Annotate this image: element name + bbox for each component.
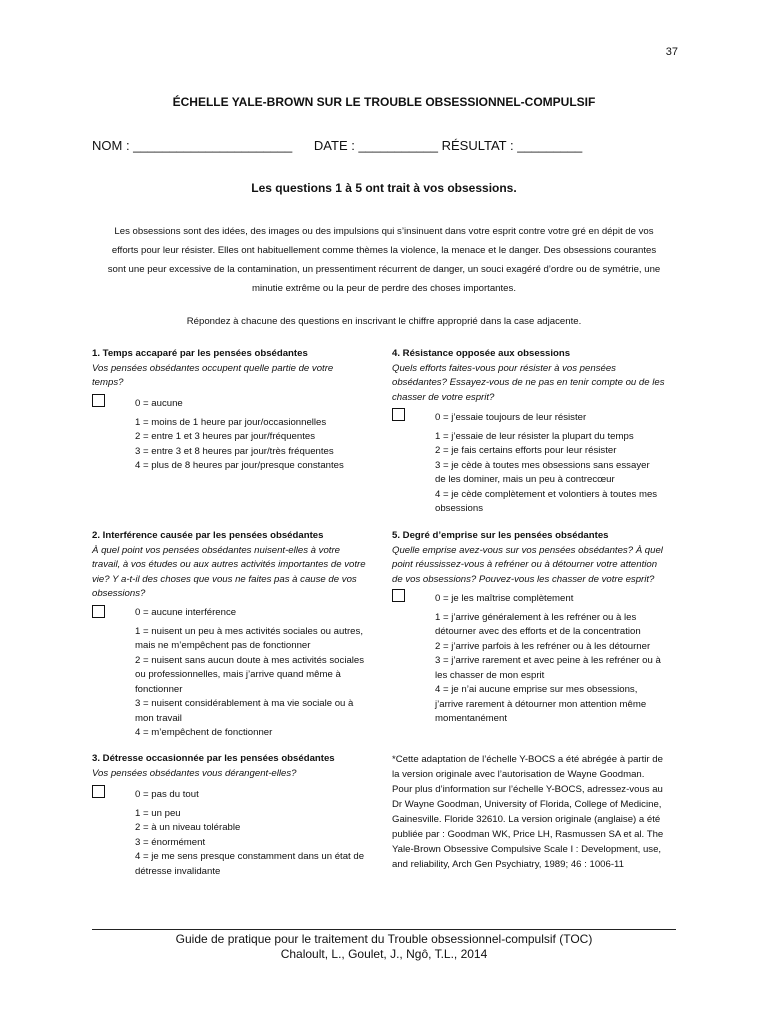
question-subtitle: obsessions? xyxy=(92,588,146,599)
question-title: 1. Temps accaparé par les pensées obsédantes xyxy=(92,348,308,359)
question-3 xyxy=(92,752,382,781)
question-subtitle: Quels efforts faites-vous pour résister à vos pensées xyxy=(392,362,616,374)
header-fields xyxy=(92,138,582,153)
option: 1 = moins de 1 heure par jour/occasionnelles xyxy=(135,416,327,428)
question-5 xyxy=(392,529,687,587)
option: 3 = je cède à toutes mes obsessions sans essayer xyxy=(435,459,650,471)
option: 2 = je fais certains efforts pour leur résister xyxy=(435,445,617,456)
option: mon travail xyxy=(135,712,182,724)
answer-box-1[interactable] xyxy=(92,394,105,407)
option: 2 = à un niveau tolérable xyxy=(135,822,241,833)
option: de les dominer, mais un peu à contrecœur xyxy=(435,474,615,485)
option: 2 = entre 1 et 3 heures par jour/fréquentes xyxy=(135,431,315,442)
instruction-text: Répondez à chacune des questions en inscrivant le chiffre approprié dans la case adjacente. xyxy=(186,316,582,327)
footer-line: Chaloult, L., Goulet, J., Ngô, T.L., 2014 xyxy=(280,947,488,961)
note-line: publiée par : Goodman WK, Price LH, Rasmussen SA et al. The xyxy=(392,829,664,840)
option: les chasser de mon esprit xyxy=(435,669,545,681)
question-subtitle: Quelle emprise avez-vous sur vos pensées obsédantes? À quel xyxy=(392,544,663,556)
option: ou professionnelles, mais j’arrive quand même à xyxy=(135,669,341,680)
note-line: Dr Wayne Goodman, University of Florida, College of Medicine, xyxy=(392,799,662,810)
intro-line: minutie extrême ou la peur de perdre des choses importantes. xyxy=(252,283,516,294)
note-line: and reliability, Arch Gen Psychiatry, 1989; 46 : 1006-11 xyxy=(392,859,624,870)
question-subtitle: temps? xyxy=(92,377,124,388)
option: fonctionner xyxy=(135,683,183,695)
note-line: Gainesville. Floride 32610. La version originale (anglaise) a été xyxy=(392,814,661,825)
question-subtitle: À quel point vos pensées obsédantes nuisent-elles à votre xyxy=(92,544,340,556)
question-subtitle: point réussissez-vous à refréner ou à détourner votre attention xyxy=(392,559,658,570)
option: 4 = je cède complètement et volontiers à toutes mes xyxy=(435,488,658,500)
intro-line: Les obsessions sont des idées, des images ou des impulsions qui s’insinuent dans votre esprit contre votre gré en dépit de vos xyxy=(114,226,654,237)
page-footer xyxy=(0,932,768,962)
page-title: ÉCHELLE YALE-BROWN SUR LE TROUBLE OBSESSIONNEL-COMPULSIF xyxy=(172,95,596,109)
result-field[interactable]: RÉSULTAT : _________ xyxy=(441,138,583,153)
option: mais ne m’empêchent pas de fonctionner xyxy=(135,640,311,651)
answer-box-3[interactable] xyxy=(92,785,105,798)
options-3 xyxy=(135,788,364,879)
date-field[interactable]: DATE : ___________ xyxy=(313,138,438,153)
option: 4 = je n’ai aucune emprise sur mes obsessions, xyxy=(435,684,638,695)
option: 4 = plus de 8 heures par jour/presque constantes xyxy=(135,460,344,471)
intro-paragraph xyxy=(92,222,676,298)
question-subtitle: travail, à vos études ou aux autres activités importantes de votre xyxy=(92,559,366,570)
question-subtitle: Vos pensées obsédantes occupent quelle partie de votre xyxy=(92,362,334,374)
note-line: *Cette adaptation de l’échelle Y-BOCS a été abrégée à partir de xyxy=(392,754,663,765)
question-title: 3. Détresse occasionnée par les pensées obsédantes xyxy=(92,753,335,764)
intro-line: sont une peur excessive de la contamination, un pressentiment récurrent de danger, un souci exagéré d’ordre ou de symétrie, une xyxy=(107,264,661,275)
question-subtitle: de vos obsessions? Pouvez-vous les chasser de votre esprit? xyxy=(392,573,655,585)
option: détresse invalidante xyxy=(135,865,221,877)
question-subtitle: chasser de votre esprit? xyxy=(392,391,495,403)
footer-divider xyxy=(92,929,676,930)
option: 1 = j’arrive généralement à les refréner ou à les xyxy=(435,611,637,623)
question-subtitle: obsédantes? Essayez-vous de ne pas en tenir compte ou de les xyxy=(392,377,665,388)
page-number: 37 xyxy=(665,46,678,58)
question-title: 5. Degré d’emprise sur les pensées obsédantes xyxy=(392,530,609,541)
option: 0 = aucune interférence xyxy=(135,607,237,618)
option: momentanément xyxy=(435,713,507,724)
intro-line: efforts pour leur résister. Elles ont habituellement comme thèmes la violence, la menace et le danger. Des obsessions courantes xyxy=(111,245,657,256)
source-note xyxy=(392,752,682,872)
options-5 xyxy=(435,592,661,727)
option: 2 = j’arrive parfois à les refréner ou à les détourner xyxy=(435,640,651,652)
option: 2 = nuisent sans aucun doute à mes activités sociales xyxy=(135,654,365,666)
option: 0 = aucune xyxy=(135,398,183,409)
options-2 xyxy=(135,606,364,741)
section-subtitle: Les questions 1 à 5 ont trait à vos obsessions. xyxy=(251,181,517,195)
answer-box-5[interactable] xyxy=(392,589,405,602)
option: 3 = nuisent considérablement à ma vie sociale ou à xyxy=(135,698,354,709)
note-line: Yale-Brown Obsessive Compulsive Scale I : Development, use, xyxy=(392,844,662,855)
option: 4 = m’empêchent de fonctionner xyxy=(135,727,273,738)
option: 4 = je me sens presque constamment dans un état de xyxy=(135,851,365,862)
name-field[interactable]: NOM : ______________________ xyxy=(92,138,293,153)
question-title: 4. Résistance opposée aux obsessions xyxy=(392,348,571,359)
options-4 xyxy=(435,411,657,517)
footer-line: Guide de pratique pour le traitement du Trouble obsessionnel-compulsif (TOC) xyxy=(175,932,593,946)
note-line: la version originale avec l’autorisation de Wayne Goodman. xyxy=(392,769,645,780)
question-1 xyxy=(92,347,382,391)
option: 3 = j’arrive rarement et avec peine à les refréner ou à xyxy=(435,655,661,666)
options-1 xyxy=(135,397,344,474)
question-2 xyxy=(92,529,387,602)
option: 1 = j’essaie de leur résister la plupart du temps xyxy=(435,430,634,442)
option: 0 = je les maîtrise complètement xyxy=(435,593,574,604)
question-4 xyxy=(392,347,687,405)
option: détourner avec des efforts et de la concentration xyxy=(435,626,641,637)
answer-box-2[interactable] xyxy=(92,605,105,618)
option: 1 = un peu xyxy=(135,807,181,819)
question-subtitle: vie? Y a-t-il des choses que vous ne faites pas à cause de vos xyxy=(92,573,357,585)
option: 1 = nuisent un peu à mes activités sociales ou autres, xyxy=(135,625,363,637)
question-subtitle: Vos pensées obsédantes vous dérangent-elles? xyxy=(92,767,297,779)
option: j’arrive rarement à détourner mon attention même xyxy=(435,698,647,710)
option: 3 = entre 3 et 8 heures par jour/très fréquentes xyxy=(135,445,334,457)
note-line: Pour plus d’information sur l’échelle Y-BOCS, adressez-vous au xyxy=(392,784,663,795)
option: 3 = énormément xyxy=(135,836,206,848)
option: 0 = pas du tout xyxy=(135,789,199,800)
answer-box-4[interactable] xyxy=(392,408,405,421)
option: 0 = j’essaie toujours de leur résister xyxy=(435,412,587,423)
option: obsessions xyxy=(435,503,483,514)
question-title: 2. Interférence causée par les pensées obsédantes xyxy=(92,530,324,541)
